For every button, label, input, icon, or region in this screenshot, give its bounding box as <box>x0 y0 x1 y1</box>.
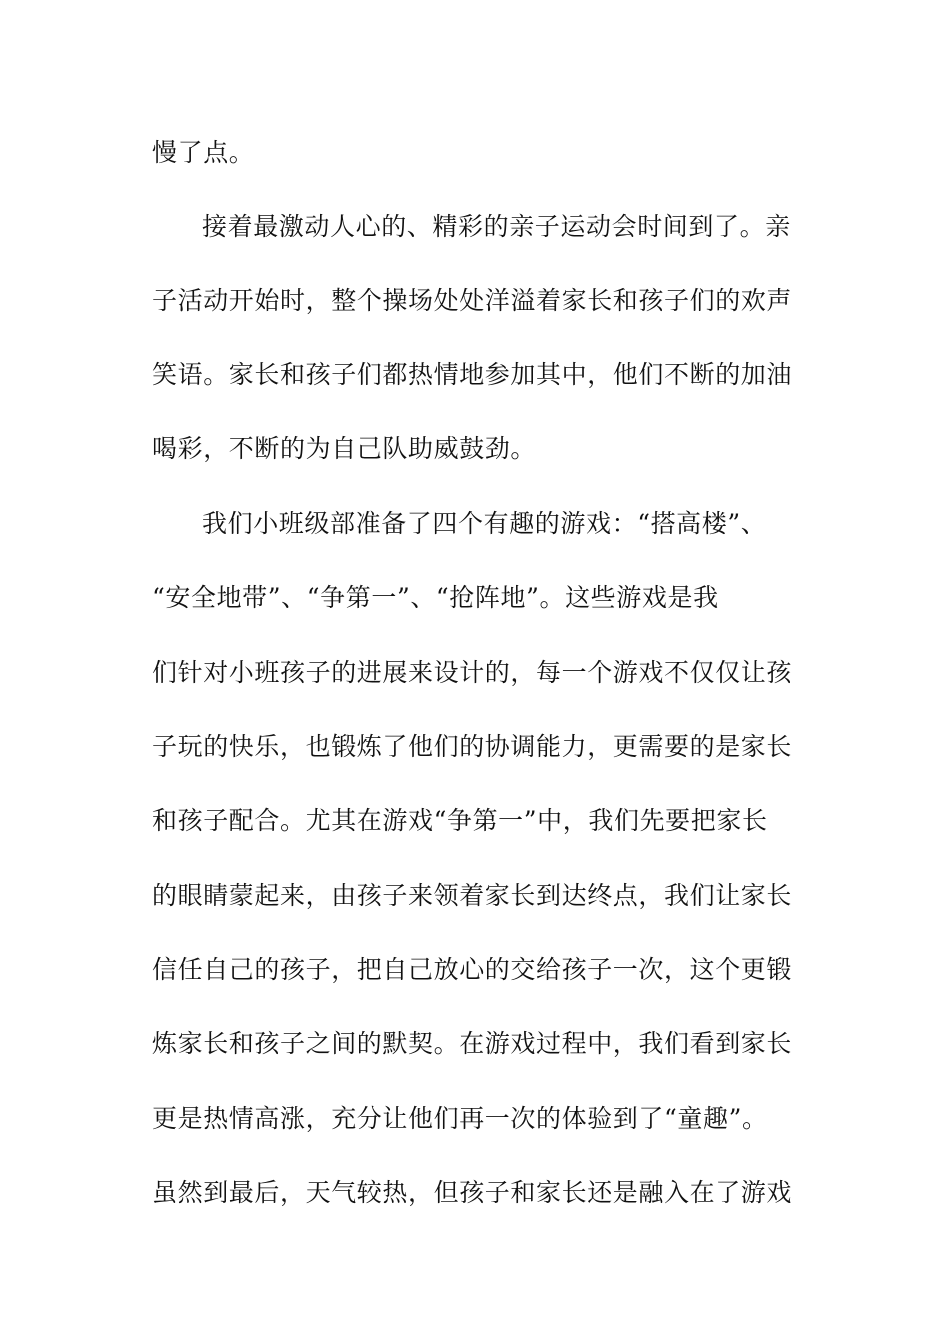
text-line-2: 接着最激动人心的、精彩的亲子运动会时间到了。亲 <box>202 212 791 241</box>
text-line-15: 虽然到最后，天气较热，但孩子和家长还是融入在了游戏 <box>152 1178 793 1207</box>
text-line-5: 喝彩，不断的为自己队助威鼓劲。 <box>152 434 537 463</box>
text-line-14: 更是热情高涨，充分让他们再一次的体验到了“童趣”。 <box>152 1104 768 1133</box>
text-line-12: 信任自己的孩子，把自己放心的交给孩子一次，这个更锻 <box>152 955 793 984</box>
text-line-11: 的眼睛蒙起来，由孩子来领着家长到达终点，我们让家长 <box>152 881 793 910</box>
text-line-7: “安全地带”、“争第一”、“抢阵地”。这些游戏是我 <box>152 583 719 612</box>
text-line-4: 笑语。家长和孩子们都热情地参加其中，他们不断的加油 <box>152 360 793 389</box>
text-line-10: 和孩子配合。尤其在游戏“争第一”中，我们先要把家长 <box>152 806 768 835</box>
text-line-6: 我们小班级部准备了四个有趣的游戏：“搭高楼”、 <box>202 509 767 538</box>
text-line-3: 子活动开始时，整个操场处处洋溢着家长和孩子们的欢声 <box>152 286 793 315</box>
text-line-8: 们针对小班孩子的进展来设计的，每一个游戏不仅仅让孩 <box>152 658 793 687</box>
text-line-1: 慢了点。 <box>152 138 255 167</box>
text-line-9: 子玩的快乐，也锻炼了他们的协调能力，更需要的是家长 <box>152 732 793 761</box>
text-line-13: 炼家长和孩子之间的默契。在游戏过程中，我们看到家长 <box>152 1029 793 1058</box>
